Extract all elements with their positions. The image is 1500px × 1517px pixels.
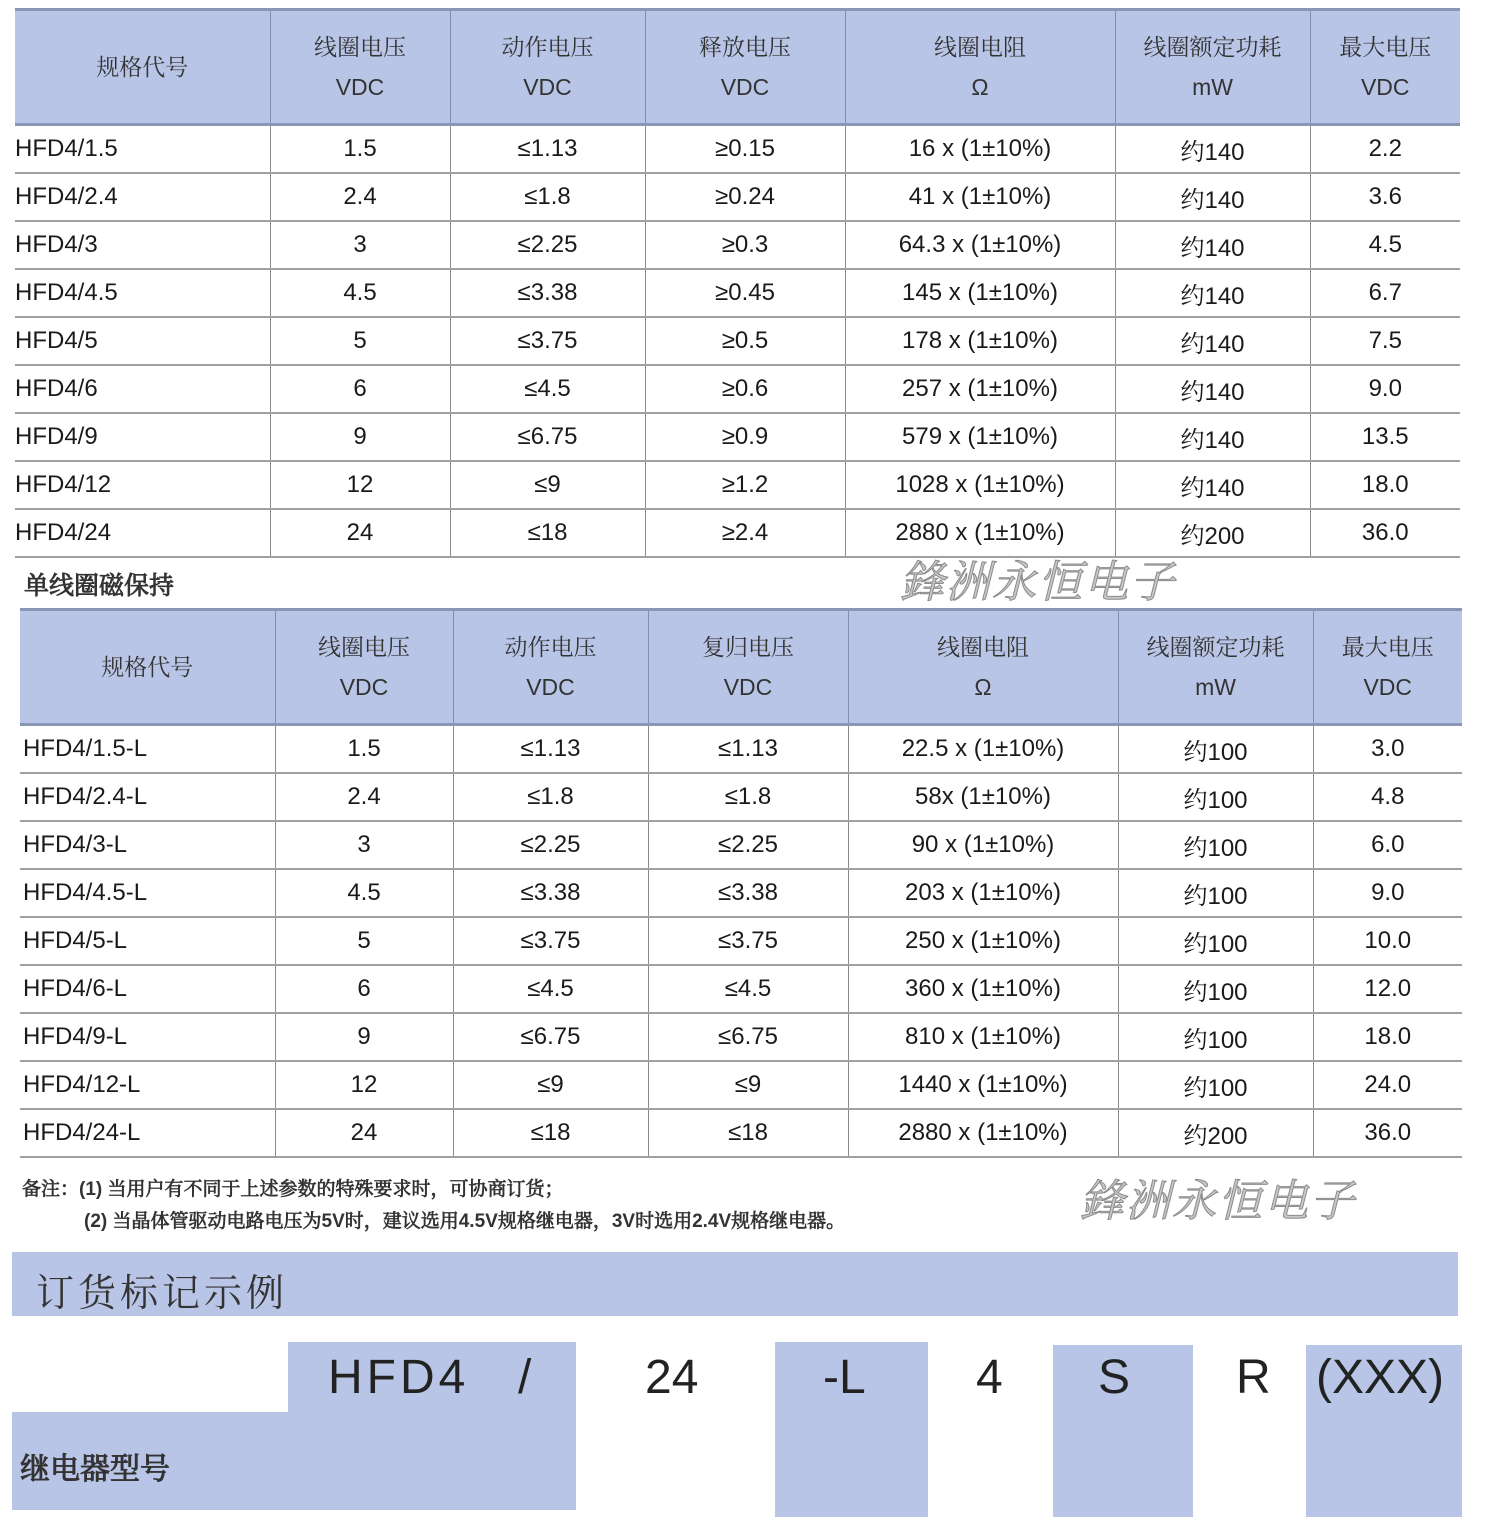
table-cell: ≤2.25 — [450, 221, 645, 269]
model-label: 继电器型号 — [20, 1453, 170, 1486]
column-header — [270, 10, 450, 125]
table-cell: 12 — [270, 461, 450, 509]
header-label: 动作电压 — [504, 634, 597, 660]
table-cell: 36.0 — [1310, 509, 1460, 557]
table-cell: 4.5 — [1310, 221, 1460, 269]
table-cell: 2880 x (1±10%) — [848, 1109, 1118, 1157]
header-unit: Ω — [974, 674, 992, 700]
table-row — [20, 1109, 1462, 1157]
table-cell: 约140 — [1115, 221, 1310, 269]
header-label: 线圈额定功耗 — [1146, 634, 1285, 660]
table-cell: ≤1.8 — [453, 773, 648, 821]
table-cell: HFD4/1.5-L — [20, 725, 275, 774]
table-cell: ≤3.38 — [453, 869, 648, 917]
table-cell: 9 — [275, 1013, 453, 1061]
table-cell: ≥0.3 — [645, 221, 845, 269]
note-2: (2) 当晶体管驱动电路电压为5V时，建议选用4.5V规格继电器，3V时选用2.4V规格继电器。 — [84, 1211, 846, 1232]
column-header — [275, 610, 453, 725]
table-cell: HFD4/2.4-L — [20, 773, 275, 821]
table-cell: ≤4.5 — [648, 965, 848, 1013]
header-label: 线圈电压 — [318, 634, 410, 660]
table-row — [15, 365, 1460, 413]
table-cell: ≤3.38 — [648, 869, 848, 917]
table-cell: 6.0 — [1313, 821, 1462, 869]
code-4: 4 — [976, 1351, 1003, 1404]
table-cell: 6 — [270, 365, 450, 413]
table-cell: ≤4.5 — [450, 365, 645, 413]
table-cell: 24 — [270, 509, 450, 557]
table-cell: HFD4/6-L — [20, 965, 275, 1013]
table-cell: HFD4/3-L — [20, 821, 275, 869]
watermark: 鋒洲永恒电子 — [1080, 1177, 1356, 1226]
table-cell: 2.2 — [1310, 125, 1460, 174]
table-row — [15, 509, 1460, 557]
column-header — [1115, 10, 1310, 125]
table-cell: ≤4.5 — [453, 965, 648, 1013]
table-cell: ≤3.75 — [648, 917, 848, 965]
table-row — [20, 965, 1462, 1013]
column-header — [845, 10, 1115, 125]
table-cell: ≥0.9 — [645, 413, 845, 461]
table-cell: ≥2.4 — [645, 509, 845, 557]
table-row — [20, 1013, 1462, 1061]
table-cell: ≤1.13 — [450, 125, 645, 174]
table-cell: 1.5 — [275, 725, 453, 774]
table-cell: 3 — [270, 221, 450, 269]
column-header — [453, 610, 648, 725]
table-cell: ≤6.75 — [453, 1013, 648, 1061]
header-label: 复归电压 — [702, 634, 794, 660]
column-header — [15, 10, 270, 125]
table-cell: 24.0 — [1313, 1061, 1462, 1109]
table-cell: ≤18 — [450, 509, 645, 557]
column-header — [450, 10, 645, 125]
ordering-title-band — [12, 1252, 1458, 1316]
header-unit: mW — [1192, 74, 1233, 100]
table-cell: ≤9 — [648, 1061, 848, 1109]
table-row — [20, 773, 1462, 821]
spec-table-standard — [15, 8, 1460, 558]
table-cell: 24 — [275, 1109, 453, 1157]
table-cell: ≤9 — [453, 1061, 648, 1109]
table-cell: ≤1.8 — [450, 173, 645, 221]
column-header — [1313, 610, 1462, 725]
table-row — [20, 869, 1462, 917]
table-cell: 约140 — [1115, 461, 1310, 509]
table-cell: 12.0 — [1313, 965, 1462, 1013]
table-cell: 36.0 — [1313, 1109, 1462, 1157]
table-cell: 2.4 — [275, 773, 453, 821]
table-cell: 约200 — [1115, 509, 1310, 557]
table-cell: 2.4 — [270, 173, 450, 221]
header-unit: VDC — [526, 674, 575, 700]
table-cell: 约100 — [1118, 1013, 1313, 1061]
table-cell: 579 x (1±10%) — [845, 413, 1115, 461]
table-cell: 9.0 — [1310, 365, 1460, 413]
table-cell: 约140 — [1115, 413, 1310, 461]
table-cell: 3 — [275, 821, 453, 869]
table-cell: 90 x (1±10%) — [848, 821, 1118, 869]
table-cell: 1028 x (1±10%) — [845, 461, 1115, 509]
column-header — [648, 610, 848, 725]
header-label: 动作电压 — [501, 34, 594, 60]
header-unit: VDC — [723, 674, 773, 700]
table-cell: ≤3.38 — [450, 269, 645, 317]
note-1: 备注：(1) 当用户有不同于上述参数的特殊要求时，可协商订货； — [22, 1179, 564, 1200]
table-cell: ≥0.15 — [645, 125, 845, 174]
table-cell: ≤6.75 — [450, 413, 645, 461]
table-cell: ≤3.75 — [450, 317, 645, 365]
header-unit: mW — [1195, 674, 1236, 700]
table-cell: 250 x (1±10%) — [848, 917, 1118, 965]
header-label: 最大电压 — [1339, 34, 1432, 60]
column-header — [1310, 10, 1460, 125]
header-unit: VDC — [1363, 674, 1413, 700]
table-cell: ≥0.45 — [645, 269, 845, 317]
section-title-latching: 单线圈磁保持 — [24, 572, 175, 600]
code-xxx: (XXX) — [1316, 1351, 1445, 1404]
table-cell: 2880 x (1±10%) — [845, 509, 1115, 557]
table-cell: 1440 x (1±10%) — [848, 1061, 1118, 1109]
table-cell: ≤1.8 — [648, 773, 848, 821]
table-cell: 257 x (1±10%) — [845, 365, 1115, 413]
code-type: -L — [823, 1351, 866, 1404]
table-cell: ≥0.5 — [645, 317, 845, 365]
code-slash: / — [518, 1351, 532, 1404]
table-cell: 178 x (1±10%) — [845, 317, 1115, 365]
header-label: 释放电压 — [699, 34, 791, 60]
header-unit: VDC — [1360, 74, 1410, 100]
table-cell: 约140 — [1115, 269, 1310, 317]
table-cell: 9 — [270, 413, 450, 461]
header-label: 线圈电压 — [314, 34, 406, 60]
table-cell: 约100 — [1118, 965, 1313, 1013]
table-cell: ≤1.13 — [648, 725, 848, 774]
table-cell: 4.8 — [1313, 773, 1462, 821]
column-header — [1118, 610, 1313, 725]
table-cell: ≤18 — [453, 1109, 648, 1157]
table-cell: 约140 — [1115, 317, 1310, 365]
table-row — [15, 269, 1460, 317]
table-cell: HFD4/2.4 — [15, 173, 270, 221]
table-cell: ≤3.75 — [453, 917, 648, 965]
table-cell: HFD4/3 — [15, 221, 270, 269]
table-cell: 6 — [275, 965, 453, 1013]
table-cell: 22.5 x (1±10%) — [848, 725, 1118, 774]
table-cell: ≤2.25 — [648, 821, 848, 869]
column-header — [20, 610, 275, 725]
header-label: 线圈电阻 — [934, 34, 1026, 60]
table-cell: 3.6 — [1310, 173, 1460, 221]
table-cell: 7.5 — [1310, 317, 1460, 365]
header-label: 规格代号 — [96, 54, 189, 80]
table-cell: 约140 — [1115, 173, 1310, 221]
table-cell: HFD4/12 — [15, 461, 270, 509]
table-cell: ≤18 — [648, 1109, 848, 1157]
table-cell: 5 — [275, 917, 453, 965]
header-unit: VDC — [720, 74, 770, 100]
table-cell: 约100 — [1118, 917, 1313, 965]
table-cell: 12 — [275, 1061, 453, 1109]
table-row — [15, 317, 1460, 365]
table-cell: 41 x (1±10%) — [845, 173, 1115, 221]
table-cell: 约100 — [1118, 1061, 1313, 1109]
table-cell: 5 — [270, 317, 450, 365]
header-label: 线圈电阻 — [937, 634, 1029, 660]
table-cell: HFD4/12-L — [20, 1061, 275, 1109]
watermark: 鋒洲永恒电子 — [900, 558, 1176, 607]
table-cell: 64.3 x (1±10%) — [845, 221, 1115, 269]
table-row — [20, 1061, 1462, 1109]
table-cell: 9.0 — [1313, 869, 1462, 917]
table-cell: 约100 — [1118, 821, 1313, 869]
spec-table-latching — [20, 608, 1462, 1158]
table-cell: HFD4/4.5-L — [20, 869, 275, 917]
table-cell: HFD4/4.5 — [15, 269, 270, 317]
code-s: S — [1098, 1351, 1131, 1404]
table-cell: 16 x (1±10%) — [845, 125, 1115, 174]
table-cell: 10.0 — [1313, 917, 1462, 965]
table-cell: 4.5 — [275, 869, 453, 917]
table-cell: ≥0.24 — [645, 173, 845, 221]
table-cell: 13.5 — [1310, 413, 1460, 461]
ordering-title: 订货标记示例 — [36, 1273, 289, 1315]
table-cell: ≤1.13 — [453, 725, 648, 774]
table-cell: 约140 — [1115, 125, 1310, 174]
table-cell: 约100 — [1118, 869, 1313, 917]
table-cell: HFD4/6 — [15, 365, 270, 413]
table-cell: ≥0.6 — [645, 365, 845, 413]
table-cell: 4.5 — [270, 269, 450, 317]
table-cell: HFD4/1.5 — [15, 125, 270, 174]
table-row — [15, 125, 1460, 174]
table-cell: 6.7 — [1310, 269, 1460, 317]
table-cell: HFD4/24 — [15, 509, 270, 557]
table-row — [15, 461, 1460, 509]
table-cell: ≤2.25 — [453, 821, 648, 869]
table-row — [15, 221, 1460, 269]
header-label: 规格代号 — [101, 654, 194, 680]
table-cell: 18.0 — [1313, 1013, 1462, 1061]
table-cell: 360 x (1±10%) — [848, 965, 1118, 1013]
table-cell: ≤9 — [450, 461, 645, 509]
table-cell: 203 x (1±10%) — [848, 869, 1118, 917]
table-row — [15, 413, 1460, 461]
header-label: 线圈额定功耗 — [1143, 34, 1282, 60]
table-cell: 145 x (1±10%) — [845, 269, 1115, 317]
table-row — [20, 725, 1462, 774]
code-voltage: 24 — [645, 1351, 699, 1404]
header-label: 最大电压 — [1341, 634, 1434, 660]
table-cell: HFD4/24-L — [20, 1109, 275, 1157]
column-header — [645, 10, 845, 125]
table-row — [15, 173, 1460, 221]
table-cell: 约140 — [1115, 365, 1310, 413]
table-cell: 18.0 — [1310, 461, 1460, 509]
table-cell: HFD4/5-L — [20, 917, 275, 965]
table-cell: 3.0 — [1313, 725, 1462, 774]
table-cell: HFD4/9-L — [20, 1013, 275, 1061]
table-cell: ≤6.75 — [648, 1013, 848, 1061]
header-unit: VDC — [335, 74, 385, 100]
table-cell: ≥1.2 — [645, 461, 845, 509]
table-row — [20, 917, 1462, 965]
column-header — [848, 610, 1118, 725]
header-unit: VDC — [339, 674, 389, 700]
table-cell: HFD4/9 — [15, 413, 270, 461]
code-model: HFD4 — [328, 1351, 470, 1404]
table-cell: 1.5 — [270, 125, 450, 174]
table-cell: HFD4/5 — [15, 317, 270, 365]
code-r: R — [1236, 1351, 1271, 1404]
header-unit: Ω — [971, 74, 989, 100]
table-cell: 约100 — [1118, 773, 1313, 821]
table-cell: 810 x (1±10%) — [848, 1013, 1118, 1061]
table-row — [20, 821, 1462, 869]
table-cell: 约200 — [1118, 1109, 1313, 1157]
table-cell: 58x (1±10%) — [848, 773, 1118, 821]
table-cell: 约100 — [1118, 725, 1313, 774]
header-unit: VDC — [523, 74, 572, 100]
